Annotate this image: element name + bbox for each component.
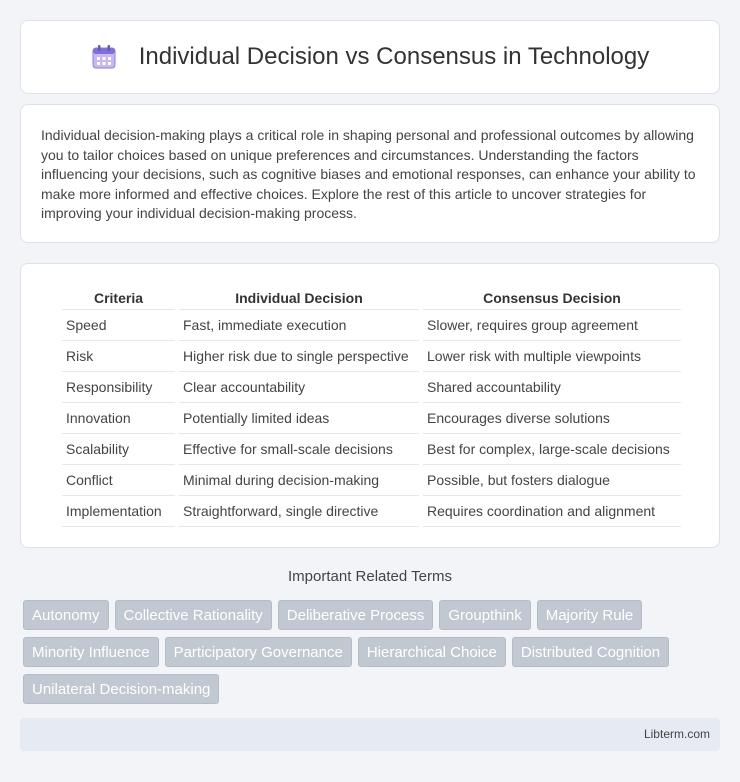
table-cell: Implementation (62, 496, 175, 527)
term-tag[interactable]: Majority Rule (537, 600, 643, 630)
calendar-icon (91, 44, 117, 70)
table-cell: Risk (62, 341, 175, 372)
intro-card (20, 104, 720, 243)
comparison-table-card (20, 263, 720, 548)
table-cell: Lower risk with multiple viewpoints (423, 341, 681, 372)
page-title: Individual Decision vs Consensus in Technology (138, 43, 650, 70)
table-cell: Responsibility (62, 372, 175, 403)
term-tag[interactable]: Minority Influence (23, 637, 159, 667)
table-cell: Slower, requires group agreement (423, 310, 681, 341)
column-header-individual: Individual Decision (179, 286, 419, 310)
table-cell: Higher risk due to single perspective (179, 341, 419, 372)
table-cell: Speed (62, 310, 175, 341)
title-card (20, 20, 720, 94)
term-tag[interactable]: Collective Rationality (115, 600, 272, 630)
table-cell: Requires coordination and alignment (423, 496, 681, 527)
term-tag[interactable]: Deliberative Process (278, 600, 434, 630)
related-terms-list (23, 600, 723, 704)
related-terms-heading: Important Related Terms (288, 568, 452, 585)
table-cell: Fast, immediate execution (179, 310, 419, 341)
table-cell: Possible, but fosters dialogue (423, 465, 681, 496)
term-tag[interactable]: Groupthink (439, 600, 530, 630)
table-cell: Minimal during decision-making (179, 465, 419, 496)
table-row (62, 496, 681, 527)
footer-site-link[interactable]: Libterm.com (643, 727, 710, 741)
term-tag[interactable]: Distributed Cognition (512, 637, 669, 667)
table-row (62, 434, 681, 465)
table-cell: Effective for small-scale decisions (179, 434, 419, 465)
table-cell: Best for complex, large-scale decisions (423, 434, 681, 465)
table-cell: Shared accountability (423, 372, 681, 403)
table-row (62, 372, 681, 403)
table-cell: Potentially limited ideas (179, 403, 419, 434)
table-row (62, 465, 681, 496)
table-cell: Scalability (62, 434, 175, 465)
term-tag[interactable]: Unilateral Decision-making (23, 674, 219, 704)
table-cell: Clear accountability (179, 372, 419, 403)
table-cell: Encourages diverse solutions (423, 403, 681, 434)
table-row (62, 310, 681, 341)
intro-text: Individual decision-making plays a critical role in shaping personal and professional outcomes by allowing you to tailor choices based on unique preferences and circumstances. Understanding the factors influencing your decisions, such as cognitive biases and emotional responses, can enhance your ability to make more informed and effective choices. Explore the rest of this article to uncover strategies for improving your individual decision-making process. (41, 127, 696, 222)
table-cell: Conflict (62, 465, 175, 496)
table-row (62, 341, 681, 372)
column-header-criteria: Criteria (62, 286, 175, 310)
table-cell: Straightforward, single directive (179, 496, 419, 527)
table-header-row (62, 286, 681, 310)
comparison-table (58, 286, 685, 527)
column-header-consensus: Consensus Decision (423, 286, 681, 310)
footer (20, 718, 720, 751)
table-cell: Innovation (62, 403, 175, 434)
table-row (62, 403, 681, 434)
term-tag[interactable]: Hierarchical Choice (358, 637, 506, 667)
term-tag[interactable]: Participatory Governance (165, 637, 352, 667)
term-tag[interactable]: Autonomy (23, 600, 109, 630)
